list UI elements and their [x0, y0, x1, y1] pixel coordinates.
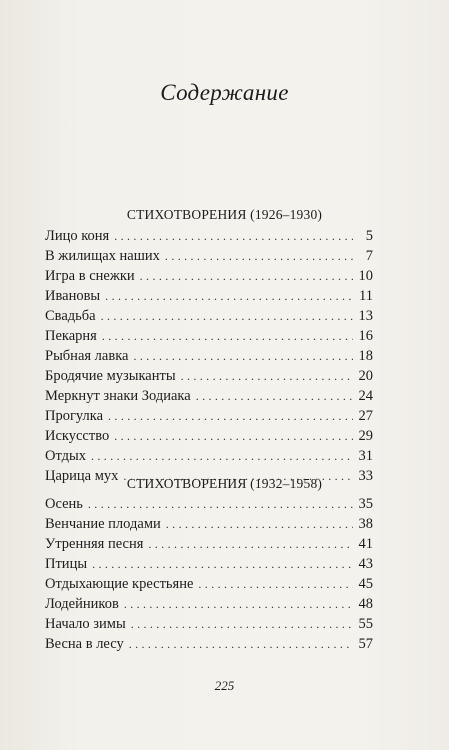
toc-entry-page-number: 5	[365, 228, 373, 244]
dot-leader	[108, 406, 352, 426]
toc-entry-page-number: 20	[358, 368, 373, 384]
toc-entry[interactable]	[45, 366, 373, 386]
dot-leader	[91, 446, 353, 466]
page-number: 225	[214, 678, 235, 693]
toc-entry[interactable]	[45, 534, 373, 554]
toc-entry-page-number: 31	[358, 448, 373, 464]
toc-entry-page-number: 48	[358, 596, 373, 612]
toc-entry-title: Отдыхающие крестьяне	[45, 576, 194, 592]
toc-entry[interactable]	[45, 226, 373, 246]
toc-entry-title: Отдых	[45, 448, 86, 464]
toc-entry-page-number: 57	[358, 636, 373, 652]
dot-leader	[102, 326, 353, 346]
section-heading-2	[0, 476, 449, 492]
toc-entry-page-number: 33	[358, 468, 373, 484]
toc-entry[interactable]	[45, 446, 373, 466]
dot-leader	[181, 366, 353, 386]
toc-entry-page-number: 24	[358, 388, 373, 404]
dot-leader	[166, 514, 353, 534]
dot-leader	[105, 286, 353, 306]
toc-entry-title: Венчание плодами	[45, 516, 161, 532]
toc-entry[interactable]	[45, 574, 373, 594]
toc-entry-page-number: 11	[359, 288, 373, 304]
toc-entry-page-number: 45	[358, 576, 373, 592]
dot-leader	[88, 494, 353, 514]
toc-entry-page-number: 16	[358, 328, 373, 344]
toc-entry-title: Игра в снежки	[45, 268, 135, 284]
toc-entry[interactable]	[45, 494, 373, 514]
toc-entry-page-number: 7	[365, 248, 373, 264]
toc-entry[interactable]	[45, 266, 373, 286]
toc-entry-title: Птицы	[45, 556, 88, 572]
dot-leader	[133, 346, 352, 366]
toc-entry[interactable]	[45, 386, 373, 406]
toc-entry[interactable]	[45, 554, 373, 574]
section-heading-1	[0, 207, 449, 223]
toc-entry-page-number: 41	[358, 536, 373, 552]
toc-list-2	[45, 494, 373, 654]
toc-entry-page-number: 18	[358, 348, 373, 364]
toc-entry-title: Осень	[45, 496, 83, 512]
toc-entry-page-number: 13	[358, 308, 373, 324]
section-heading-text: СТИХОТВОРЕНИЯ (1926–1930)	[126, 207, 323, 222]
toc-entry[interactable]	[45, 426, 373, 446]
toc-entry-title: Лицо коня	[45, 228, 110, 244]
toc-entry-title: Начало зимы	[45, 616, 126, 632]
toc-entry-title: Ивановы	[45, 288, 101, 304]
toc-entry-title: В жилищах наших	[45, 248, 160, 264]
toc-entry-title: Рыбная лавка	[45, 348, 129, 364]
dot-leader	[140, 266, 353, 286]
toc-entry-page-number: 10	[358, 268, 373, 284]
section-heading-text: СТИХОТВОРЕНИЯ (1932–1958)	[126, 476, 323, 491]
toc-entry[interactable]	[45, 286, 373, 306]
dot-leader	[165, 246, 353, 266]
toc-entry-title: Пекарня	[45, 328, 97, 344]
dot-leader	[114, 426, 352, 446]
toc-entry-page-number: 29	[358, 428, 373, 444]
toc-entry-title: Царица мух	[45, 468, 119, 484]
dot-leader	[101, 306, 353, 326]
toc-entry[interactable]	[45, 246, 373, 266]
toc-entry-title: Бродячие музыканты	[45, 368, 176, 384]
toc-entry-title: Свадьба	[45, 308, 96, 324]
dot-leader	[196, 386, 353, 406]
toc-entry-page-number: 43	[358, 556, 373, 572]
toc-entry[interactable]	[45, 614, 373, 634]
dot-leader	[92, 554, 352, 574]
toc-list-1	[45, 226, 373, 486]
toc-entry[interactable]	[45, 594, 373, 614]
toc-entry[interactable]	[45, 346, 373, 366]
toc-entry[interactable]	[45, 634, 373, 654]
dot-leader	[131, 614, 353, 634]
dot-leader	[114, 226, 353, 246]
toc-entry-page-number: 38	[358, 516, 373, 532]
toc-entry-title: Меркнут знаки Зодиака	[45, 388, 191, 404]
toc-entry-title: Утренняя песня	[45, 536, 144, 552]
dot-leader	[198, 574, 352, 594]
toc-entry-title: Прогулка	[45, 408, 104, 424]
dot-leader	[148, 534, 352, 554]
toc-entry-title: Лодейников	[45, 596, 119, 612]
toc-entry[interactable]	[45, 326, 373, 346]
toc-entry-title: Искусство	[45, 428, 110, 444]
toc-entry-page-number: 35	[358, 496, 373, 512]
dot-leader	[129, 634, 353, 654]
toc-entry[interactable]	[45, 514, 373, 534]
toc-entry-page-number: 55	[358, 616, 373, 632]
toc-entry-page-number: 27	[358, 408, 373, 424]
page-title: Содержание	[160, 80, 289, 105]
toc-entry[interactable]	[45, 306, 373, 326]
toc-entry[interactable]	[45, 406, 373, 426]
toc-entry-title: Весна в лесу	[45, 636, 124, 652]
dot-leader	[124, 594, 353, 614]
